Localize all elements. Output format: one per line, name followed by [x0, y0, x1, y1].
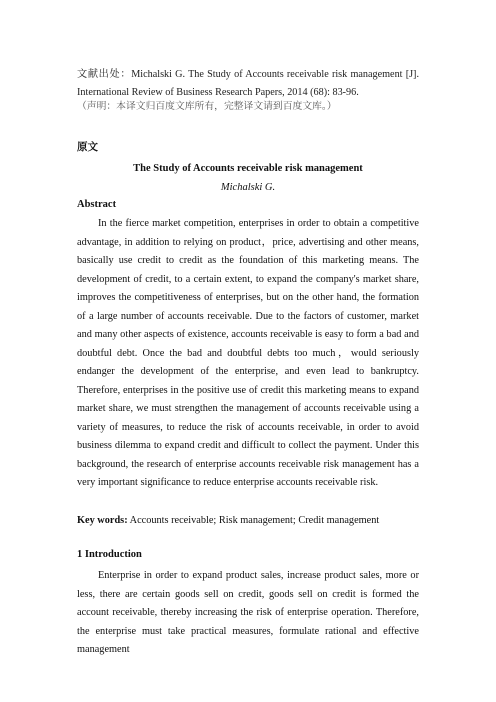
introduction-body: Enterprise in order to expand product sales, increase product sales, more or less, there are certain goods sell on credit, goods sell on credit is formed the account receivable, thereby increasing the risk of enterprise operation. Therefore, the enterprise must take practical measures, formulate rational and effective management: [77, 570, 419, 655]
keywords-text: Accounts receivable; Risk management; Credit management: [127, 515, 380, 526]
keywords-label: Key words:: [77, 515, 128, 526]
article-title: The Study of Accounts receivable risk management: [133, 163, 363, 174]
original-text-heading: 原文: [77, 142, 98, 153]
keywords-line: [77, 514, 419, 528]
abstract-body: In the fierce market competition, enterprises in order to obtain a competitive advantage, in addition to relying on product，price, advertising and other means, basically use credit to credit as the foundation of this marketing means. The development of credit, to a certain extent, to expand the company's market share, improves the competitiveness of enterprises, but on the other hand, the formation of a large number of accounts receivable. Due to the factors of customer, market and many other aspects of existence, accounts receivable is easy to form a bad and doubtful debt. Once the bad and doubtful debts too much，would seriously endanger the development of the enterprise, and even lead to bankruptcy. Therefore, enterprises in the positive use of credit this marketing means to expand market share, we must strengthen the management of accounts receivable using a variety of measures, to reduce the risk of accounts receivable, in order to avoid business dilemma to expand credit and difficult to collect the payment. Under this background, the research of enterprise accounts receivable risk management has a very important significance to reduce enterprise accounts receivable risk.: [77, 218, 419, 488]
introduction-heading: 1 Introduction: [77, 549, 142, 560]
source-citation: 文献出处：Michalski G. The Study of Accounts receivable risk management [J]. International Review of Business Research Papers, 2014 (68): 83-96.: [77, 69, 419, 98]
abstract-heading: Abstract: [77, 199, 117, 210]
article-author: Michalski G.: [220, 182, 276, 193]
copyright-disclaimer: （声明：本译文归百度文库所有，完整译文请到百度文库。）: [77, 101, 337, 112]
